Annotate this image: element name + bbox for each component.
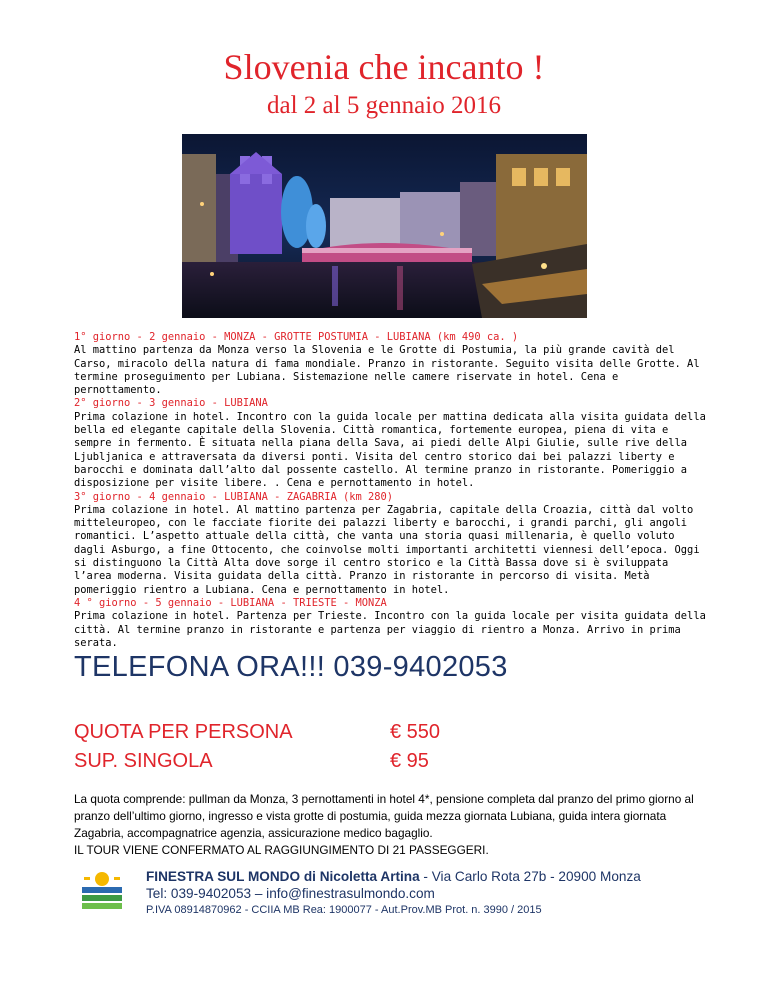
agency-address: - Via Carlo Rota 27b - 20900 Monza (419, 869, 641, 884)
itinerary (74, 331, 706, 650)
includes-section (74, 791, 714, 859)
agency-legal-info: P.IVA 08914870962 - CCIIA MB Rea: 1900077 - Aut.Prov.MB Prot. n. 3990 / 2015 (146, 904, 542, 916)
itinerary-day-4-title: 4 ° giorno - 5 gennaio - LUBIANA - TRIESTE - MONZA (74, 596, 387, 609)
price-label: SUP. SINGOLA (74, 750, 213, 772)
agency-name: FINESTRA SUL MONDO di Nicoletta Artina (146, 869, 420, 884)
itinerary-day-3-title: 3° giorno - 4 gennaio - LUBIANA - ZAGABRIA (km 280) (74, 490, 394, 503)
price-label: QUOTA PER PERSONA (74, 721, 293, 743)
agency-logo-icon (80, 867, 124, 911)
includes-text: La quota comprende: pullman da Monza, 3 pernottamenti in hotel 4*, pensione completa dal pranzo del primo giorno al pranzo dell’ultimo giorno, ingresso e vista grotte di postumia, guida mezza giornata Lubiana, guida intera giornata Zagabria, accompagnatrice agenzia, assicurazione medico bagaglio. (74, 792, 694, 840)
itinerary-day-3-text: Prima colazione in hotel. Al mattino partenza per Zagabria, capitale della Croazia, città dal volto mitteleuropeo, con le facciate fiorite dei palazzi liberty e barocchi, i grandi parchi, gli angoli romantici. L’aspetto attuale della città, che vanta una storia quasi millenaria, è quello voluto dagli Asburgo, a fine Ottocento, che coinvolse molti importanti architetti viennesi dell’epoca. Oggi si distinguono la Città Alta dove sorge il centro storico e la Città Bassa dove si è sviluppata l’area moderna. Visita guidata della città. Pranzo in ristorante in percorso di visita. Metà pomeriggio rientro a Lubiana. Cena e pernottamento in hotel. (74, 503, 700, 596)
page-subtitle: dal 2 al 5 gennaio 2016 (267, 92, 501, 119)
ljubljana-night-photo (182, 134, 587, 318)
price-value: € 550 (390, 721, 441, 743)
tour-confirmation-note: IL TOUR VIENE CONFERMATO AL RAGGIUNGIMENTO DI 21 PASSEGGERI. (74, 843, 489, 857)
itinerary-day-1-text: Al mattino partenza da Monza verso la Slovenia e le Grotte di Postumia, la più grande cavità del Carso, miracolo della natura di fama mondiale. Pranzo in ristorante. Seguito visita delle Grotte. Al termine proseguimento per Lubiana. Sistemazione nelle camere riservate in hotel. Cena e pernottamento. (74, 344, 700, 397)
agency-contacts: Tel: 039-9402053 – info@finestrasulmondo.com (146, 886, 435, 901)
itinerary-day-1-title: 1° giorno - 2 gennaio - MONZA - GROTTE POSTUMIA - LUBIANA (km 490 ca. ) (74, 331, 519, 343)
price-value: € 95 (390, 750, 429, 772)
itinerary-day-2-title: 2° giorno - 3 gennaio - LUBIANA (74, 397, 268, 410)
page-title: Slovenia che incanto ! (223, 47, 545, 87)
agency-footer (146, 868, 641, 918)
itinerary-day-2-text: Prima colazione in hotel. Incontro con la guida locale per mattina dedicata alla visita guidata della bella ed elegante capitale della Slovenia. Città romantica, fortemente europea, piena di vita e sempre in fermento. È situata nella piana della Sava, ai piedi delle Alpi Giulie, sulle rive della Ljubljanica e attraversata da diversi ponti. Visita del centro storico dai bei palazzi liberty e barocchi e dominata dall’alto dal possente castello. Al termine pranzo in ristorante. Pomeriggio a disposizione per visite libere. . Cena e pernottamento in hotel. (74, 410, 706, 490)
agency-line (146, 868, 641, 885)
itinerary-day-4-text: Prima colazione in hotel. Partenza per Trieste. Incontro con la guida locale per visita guidata della città. Al termine pranzo in ristorante e partenza per viaggio di rientro a Monza. Arrivo in prima serata. (74, 610, 706, 649)
phone-call-to-action: TELEFONA ORA!!! 039-9402053 (74, 651, 508, 683)
